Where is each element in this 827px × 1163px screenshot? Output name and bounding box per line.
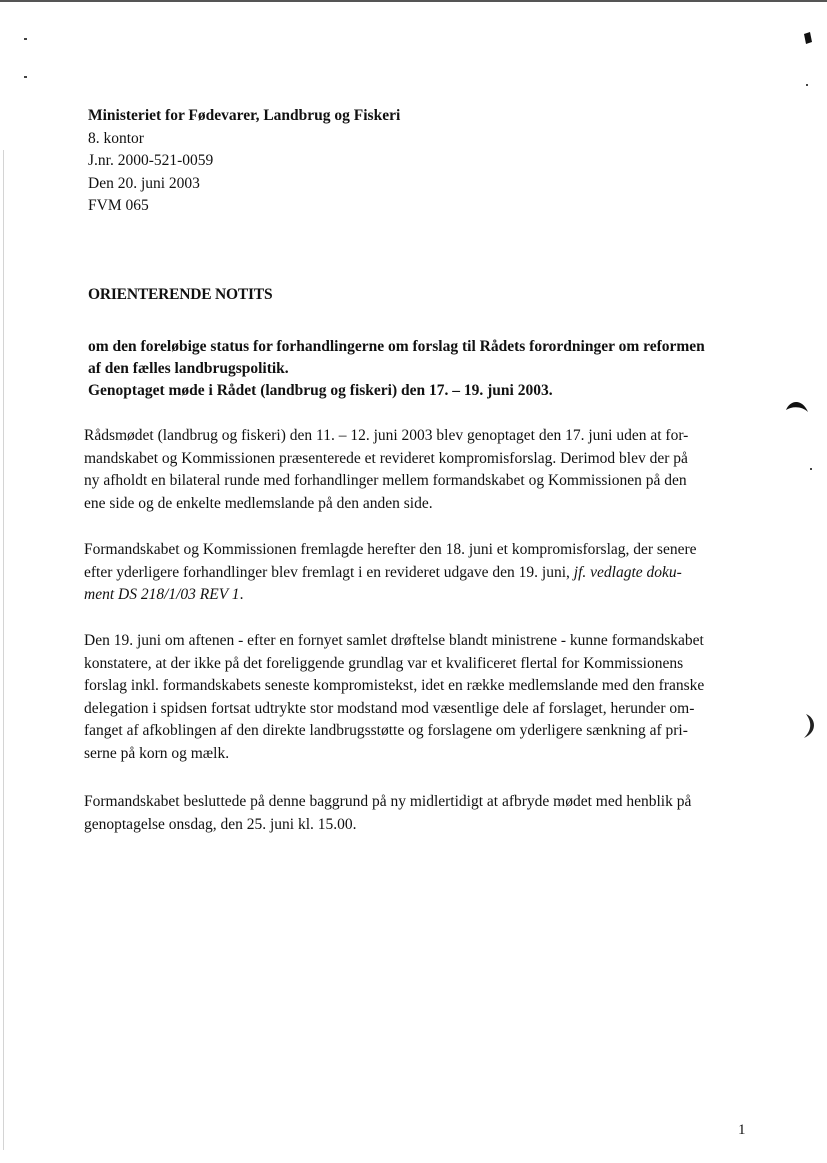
paragraph-line: fanget af afkoblingen af den direkte landbrugsstøtte og forslagene om yderligere sænkning af pri- bbox=[84, 722, 688, 739]
paragraph-line: Formandskabet besluttede på denne baggrund på ny midlertidigt at afbryde mødet med henblik på bbox=[84, 793, 692, 810]
document-date: Den 20. juni 2003 bbox=[88, 174, 200, 192]
paragraph-line: genoptagelse onsdag, den 25. juni kl. 15.00. bbox=[84, 815, 357, 833]
scan-dot bbox=[806, 84, 808, 86]
hole-punch-mark-bottom bbox=[800, 712, 822, 742]
document-subject bbox=[88, 336, 768, 402]
page-number: 1 bbox=[738, 1122, 746, 1138]
ministry-name: Ministeriet for Fødevarer, Landbrug og Fiskeri bbox=[88, 107, 401, 124]
paragraph-line bbox=[84, 584, 764, 607]
document-title: ORIENTERENDE NOTITS bbox=[88, 286, 273, 303]
paragraph-line: serne på korn og mælk. bbox=[84, 744, 230, 762]
subject-line: af den fælles landbrugspolitik. bbox=[88, 360, 289, 377]
paragraph-text: . bbox=[239, 586, 244, 603]
paragraph-line: mandskabet og Kommissionen præsenterede et revideret kompromisforslag. Derimod blev der på bbox=[84, 449, 688, 467]
scan-dot bbox=[24, 38, 27, 40]
document-reference-italic: jf. vedlagte doku- bbox=[573, 563, 682, 581]
paragraph-line: konstatere, at der ikke på det foreliggende grundlag var et kvalificeret flertal for Kommissionens bbox=[84, 654, 684, 672]
subject-line: Genoptaget møde i Rådet (landbrug og fiskeri) den 17. – 19. juni 2003. bbox=[88, 382, 553, 399]
document-reference-italic: ment DS 218/1/03 REV 1 bbox=[84, 586, 240, 603]
paragraph-1 bbox=[84, 425, 764, 515]
office-line: 8. kontor bbox=[88, 129, 144, 147]
paragraph-line bbox=[84, 562, 764, 585]
paragraph-line: forslag inkl. formandskabets seneste kompromistekst, idet en række medlemslande med den franske bbox=[84, 677, 705, 694]
scan-speck-mark bbox=[802, 30, 814, 46]
paragraph-line: Formandskabet og Kommissionen fremlagde herefter den 18. juni et kompromisforslag, der senere bbox=[84, 541, 697, 558]
hole-punch-mark-top bbox=[784, 398, 810, 418]
document-reference: FVM 065 bbox=[88, 197, 149, 214]
paragraph-3 bbox=[84, 630, 764, 765]
journal-number: J.nr. 2000-521-0059 bbox=[88, 152, 214, 169]
scan-dot bbox=[24, 76, 27, 78]
paragraph-line: delegation i spidsen fortsat udtrykte stor modstand mod væsentlige dele af forslaget, herunder om- bbox=[84, 699, 695, 717]
paragraph-line: Rådsmødet (landbrug og fiskeri) den 11. – 12. juni 2003 blev genoptaget den 17. juni uden at for- bbox=[84, 427, 689, 444]
paragraph-2 bbox=[84, 539, 764, 607]
document-header bbox=[88, 105, 400, 218]
left-scan-edge bbox=[3, 150, 4, 1150]
paragraph-line: Den 19. juni om aftenen - efter en fornyet samlet drøftelse blandt ministrene - kunne formandskabet bbox=[84, 632, 704, 649]
paragraph-4 bbox=[84, 791, 764, 836]
paragraph-line: ny afholdt en bilateral runde med forhandlinger mellem formandskabet og Kommissionen på den bbox=[84, 472, 687, 489]
paragraph-line: ene side og de enkelte medlemslande på den anden side. bbox=[84, 494, 433, 512]
subject-line: om den foreløbige status for forhandlingerne om forslag til Rådets forordninger om reformen bbox=[88, 338, 705, 355]
top-scan-rule bbox=[0, 0, 827, 2]
paragraph-text: efter yderligere forhandlinger blev fremlagt i en revideret udgave den 19. juni, bbox=[84, 563, 574, 581]
scan-dot bbox=[810, 468, 812, 470]
